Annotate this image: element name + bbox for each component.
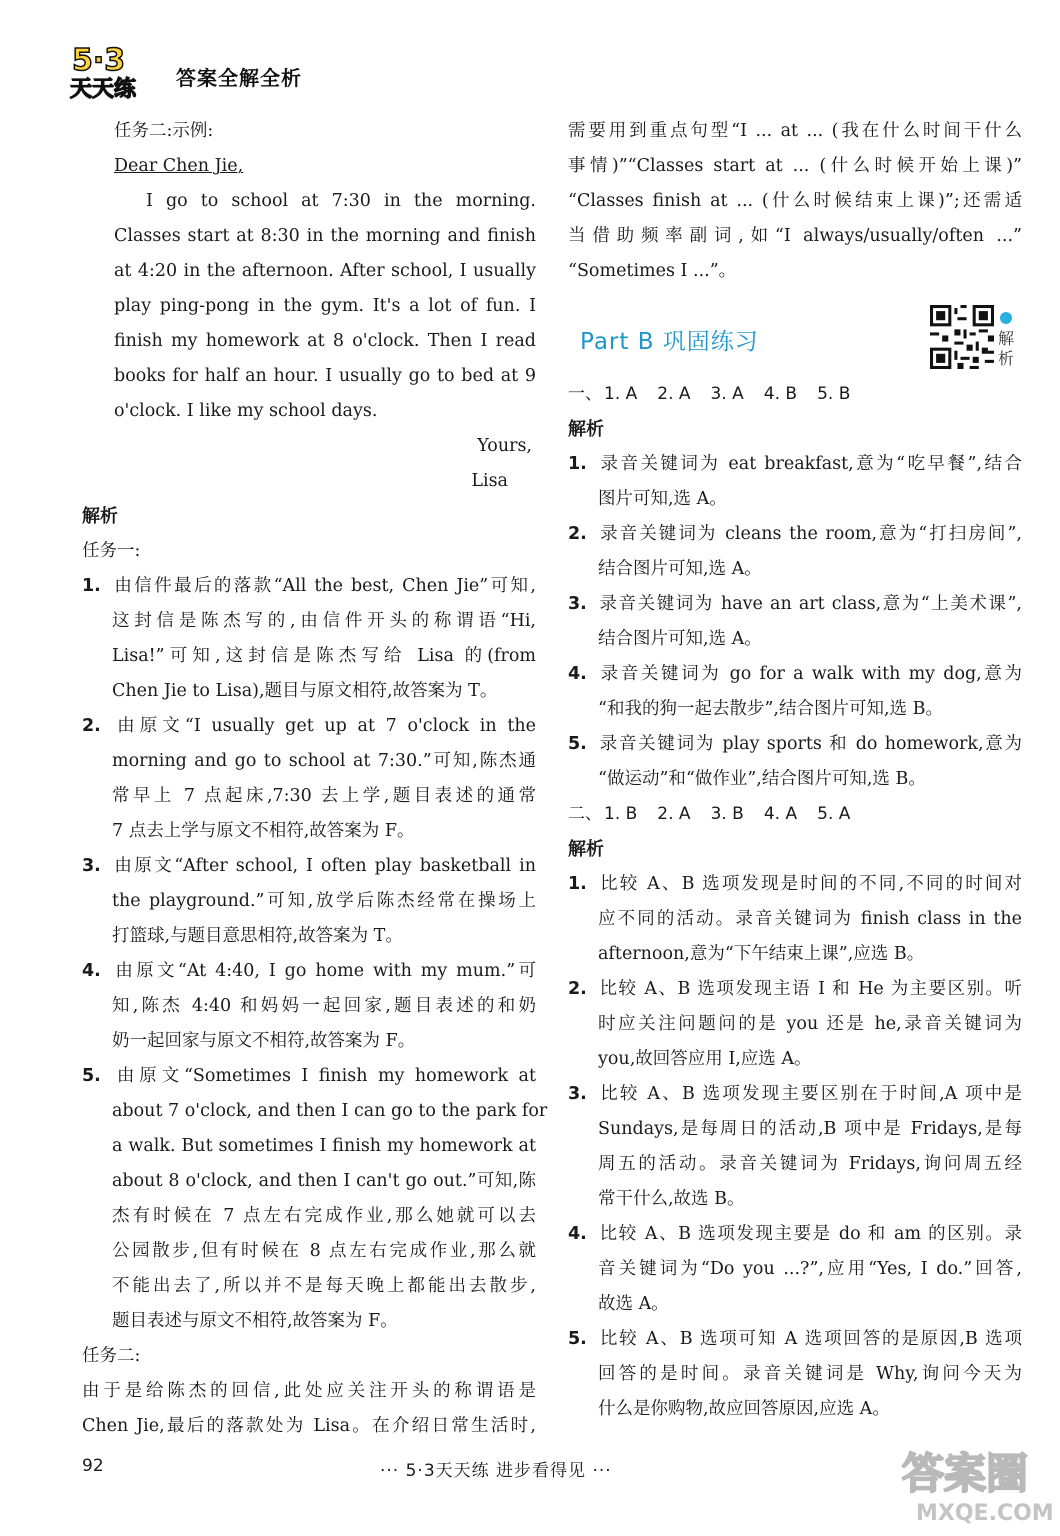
item-text: 常早上 7 点起床,7:30 去上学,题目表述的通常 xyxy=(112,786,536,806)
item-text: 由原文“I usually get up at 7 o'clock in the xyxy=(112,716,536,736)
part1-prefix: 一、 xyxy=(568,384,602,404)
item-text: 录音关键词为 cleans the room,意为“打扫房间”, xyxy=(598,524,1022,544)
svg-text:天天练: 天天练 xyxy=(70,77,137,102)
task2-text: 需要用到重点句型“I ... at ... (我在什么时间干什么 xyxy=(568,121,1022,141)
answer: 1. B xyxy=(604,804,638,824)
item-text: 比较 A、B 选项发现主语 I 和 He 为主要区别。听 xyxy=(598,979,1022,999)
item-text: the playground.”可知,放学后陈杰经常在操场上 xyxy=(112,891,536,911)
answer: 5. A xyxy=(817,804,851,824)
page-number: 92 xyxy=(82,1456,104,1476)
svg-text:5·3: 5·3 xyxy=(72,43,126,78)
task1-label: 任务一: xyxy=(82,541,141,561)
part2-item-3 xyxy=(568,1077,1022,1217)
qr-badge xyxy=(998,309,1016,369)
item-text: 录音关键词为 play sports 和 do homework,意为 xyxy=(598,734,1022,754)
letter-line: Classes start at 8:30 in the morning and finish xyxy=(114,226,536,246)
item-text: 比较 A、B 选项发现主要是 do 和 am 的区别。录 xyxy=(598,1224,1022,1244)
footer-slogan: ··· 5·3天天练 进步看得见 ··· xyxy=(380,1461,612,1481)
task1-item-1 xyxy=(82,569,536,709)
item-text: 打篮球,与题目意思相符,故答案为 T。 xyxy=(112,926,403,946)
task2-text: “Classes finish at ... (什么时候结束上课)”;还需适 xyxy=(568,191,1022,211)
item-text: 录音关键词为 eat breakfast,意为“吃早餐”,结合 xyxy=(598,454,1022,474)
item-text: 比较 A、B 选项可知 A 选项回答的是原因,B 选项 xyxy=(598,1329,1022,1349)
letter-line: I go to school at 7:30 in the morning. xyxy=(146,191,536,211)
item-number: 2. xyxy=(82,716,101,736)
part2-answers xyxy=(568,797,1022,832)
letter-greeting: Dear Chen Jie, xyxy=(114,156,244,176)
answer: 4. B xyxy=(763,384,798,404)
brand-logo xyxy=(66,40,158,102)
item-text: 这封信是陈杰写的,由信件开头的称谓语“Hi, xyxy=(112,611,536,631)
item-text: about 7 o'clock, and then I can go to the park for xyxy=(112,1101,548,1121)
part1-item-4 xyxy=(568,657,1022,727)
item-text: 奶一起回家与原文不相符,故答案为 F。 xyxy=(112,1031,416,1051)
task2-text: 当借助频率副词,如“I always/usually/often ...” xyxy=(568,226,1022,246)
item-number: 4. xyxy=(82,961,101,981)
item-text: 应不同的活动。录音关键词为 finish class in the xyxy=(598,909,1022,929)
item-text: 比较 A、B 选项发现是时间的不同,不同的时间对 xyxy=(598,874,1022,894)
item-text: 7 点去上学与原文不相符,故答案为 F。 xyxy=(112,821,415,841)
item-text: “和我的狗一起去散步”,结合图片可知,选 B。 xyxy=(598,699,943,719)
part-b-header xyxy=(568,313,1022,377)
header-title: 答案全解全析 xyxy=(176,66,302,90)
answer: 2. A xyxy=(657,384,691,404)
item-text: 回答的是时间。录音关键词是 Why,询问今天为 xyxy=(598,1364,1022,1384)
part2-item-2 xyxy=(568,972,1022,1077)
item-text: 题目表述与原文不相符,故答案为 F。 xyxy=(112,1311,398,1331)
item-text: 不能出去了,所以并不是每天晚上都能出去散步, xyxy=(112,1276,536,1296)
analysis-heading: 解析 xyxy=(568,839,604,860)
letter-line: books for half an hour. I usually go to bed at 9 xyxy=(114,366,536,386)
item-text: morning and go to school at 7:30.”可知,陈杰通 xyxy=(112,751,536,771)
item-text: about 8 o'clock, and then I can't go out.”可知,陈 xyxy=(112,1171,536,1191)
answer: 3. B xyxy=(710,804,744,824)
item-text: 由原文“At 4:40, I go home with my mum.”可 xyxy=(112,961,536,981)
answer: 1. A xyxy=(604,384,638,404)
item-text: 杰有时候在 7 点左右完成作业,那么她就可以去 xyxy=(112,1206,536,1226)
item-number: 3. xyxy=(82,856,101,876)
item-number: 3. xyxy=(568,1084,587,1104)
letter-line: play ping-pong in the gym. It's a lot of fun. I xyxy=(114,296,536,316)
task1-item-2 xyxy=(82,709,536,849)
task2-example-label: 任务二:示例: xyxy=(114,121,214,141)
page-header xyxy=(66,40,466,104)
part2-prefix: 二、 xyxy=(568,804,602,824)
answer: 2. A xyxy=(657,804,691,824)
part1-item-2 xyxy=(568,517,1022,587)
left-column xyxy=(82,114,548,1444)
item-text: 比较 A、B 选项发现主要区别在于时间,A 项中是 xyxy=(598,1084,1022,1104)
part2-item-1 xyxy=(568,867,1022,972)
watermark-logo xyxy=(894,1440,1054,1530)
letter-line: finish my homework at 8 o'clock. Then I read xyxy=(114,331,536,351)
item-text: 公园散步,但有时候在 8 点左右完成作业,那么就 xyxy=(112,1241,536,1261)
item-text: 什么是你购物,故应回答原因,应选 A。 xyxy=(598,1399,890,1419)
item-text: Sundays,是每周日的活动,B 项中是 Fridays,是每 xyxy=(598,1119,1022,1139)
item-number: 3. xyxy=(568,594,587,614)
item-text: 时应关注问题问的是 you 还是 he,录音关键词为 xyxy=(598,1014,1022,1034)
right-column xyxy=(568,114,1022,1427)
item-text: 常干什么,故选 B。 xyxy=(598,1189,745,1209)
part1-item-3 xyxy=(568,587,1022,657)
letter-line: o'clock. I like my school days. xyxy=(114,401,378,421)
section-title: Part B 巩固练习 xyxy=(580,329,759,355)
task1-item-3 xyxy=(82,849,536,954)
part2-item-4 xyxy=(568,1217,1022,1322)
item-text: 由原文“After school, I often play basketball in xyxy=(112,856,536,876)
item-number: 4. xyxy=(568,664,587,684)
item-text: 由原文“Sometimes I finish my homework at xyxy=(112,1066,536,1086)
item-text: 结合图片可知,选 A。 xyxy=(598,629,762,649)
item-number: 5. xyxy=(568,1329,587,1349)
item-number: 5. xyxy=(568,734,587,754)
item-text: a walk. But sometimes I finish my homework at xyxy=(112,1136,536,1156)
qr-label: 解析 xyxy=(998,329,1015,368)
item-number: 1. xyxy=(568,874,587,894)
info-dot-icon xyxy=(1000,312,1012,324)
task2-text: 由于是给陈杰的回信,此处应关注开头的称谓语是 xyxy=(82,1381,536,1401)
qr-code-icon[interactable] xyxy=(930,305,994,369)
item-text: afternoon,意为“下午结束上课”,应选 B。 xyxy=(598,944,925,964)
svg-text:答案圈: 答案圈 xyxy=(902,1449,1029,1498)
item-text: 结合图片可知,选 A。 xyxy=(598,559,762,579)
item-text: 由信件最后的落款“All the best, Chen Jie”可知, xyxy=(112,576,536,596)
part1-item-1 xyxy=(568,447,1022,517)
task2-text: 事情)”“Classes start at ... (什么时候开始上课)” xyxy=(568,156,1022,176)
part1-item-5 xyxy=(568,727,1022,797)
task2-text: Chen Jie,最后的落款处为 Lisa。在介绍日常生活时, xyxy=(82,1416,536,1436)
analysis-heading: 解析 xyxy=(568,419,604,440)
item-number: 1. xyxy=(568,454,587,474)
item-number: 2. xyxy=(568,524,587,544)
item-text: Chen Jie to Lisa),题目与原文相符,故答案为 T。 xyxy=(112,681,498,701)
answer: 4. A xyxy=(763,804,798,824)
part2-item-5 xyxy=(568,1322,1022,1427)
item-text: 录音关键词为 have an art class,意为“上美术课”, xyxy=(598,594,1022,614)
item-number: 4. xyxy=(568,1224,587,1244)
item-text: 周五的活动。录音关键词为 Fridays,询问周五经 xyxy=(598,1154,1022,1174)
item-text: you,故回答应用 I,应选 A。 xyxy=(598,1049,812,1069)
task2-text: “Sometimes I ...”。 xyxy=(568,261,737,281)
part1-answers xyxy=(568,377,1022,412)
item-text: “做运动”和“做作业”,结合图片可知,选 B。 xyxy=(598,769,926,789)
item-text: 音关键词为“Do you ...?”,应用“Yes, I do.”回答, xyxy=(598,1259,1022,1279)
item-number: 2. xyxy=(568,979,587,999)
item-text: 图片可知,选 A。 xyxy=(598,489,727,509)
item-number: 1. xyxy=(82,576,101,596)
letter-line: at 4:20 in the afternoon. After school, I usually xyxy=(114,261,536,281)
item-text: Lisa!”可知,这封信是陈杰写给 Lisa 的(from xyxy=(112,646,536,666)
answer: 3. A xyxy=(710,384,744,404)
task1-item-4 xyxy=(82,954,536,1059)
svg-text:MXQE.COM: MXQE.COM xyxy=(916,1501,1054,1526)
answer: 5. B xyxy=(817,384,851,404)
item-text: 知,陈杰 4:40 和妈妈一起回家,题目表述的和奶 xyxy=(112,996,536,1016)
item-text: 录音关键词为 go for a walk with my dog,意为 xyxy=(598,664,1022,684)
letter-signature: Lisa xyxy=(471,471,508,491)
task1-item-5 xyxy=(82,1059,548,1339)
task2-label: 任务二: xyxy=(82,1346,141,1366)
item-number: 5. xyxy=(82,1066,101,1086)
item-text: 故选 A。 xyxy=(598,1294,669,1314)
analysis-heading: 解析 xyxy=(82,506,118,527)
letter-closing: Yours, xyxy=(477,436,532,456)
